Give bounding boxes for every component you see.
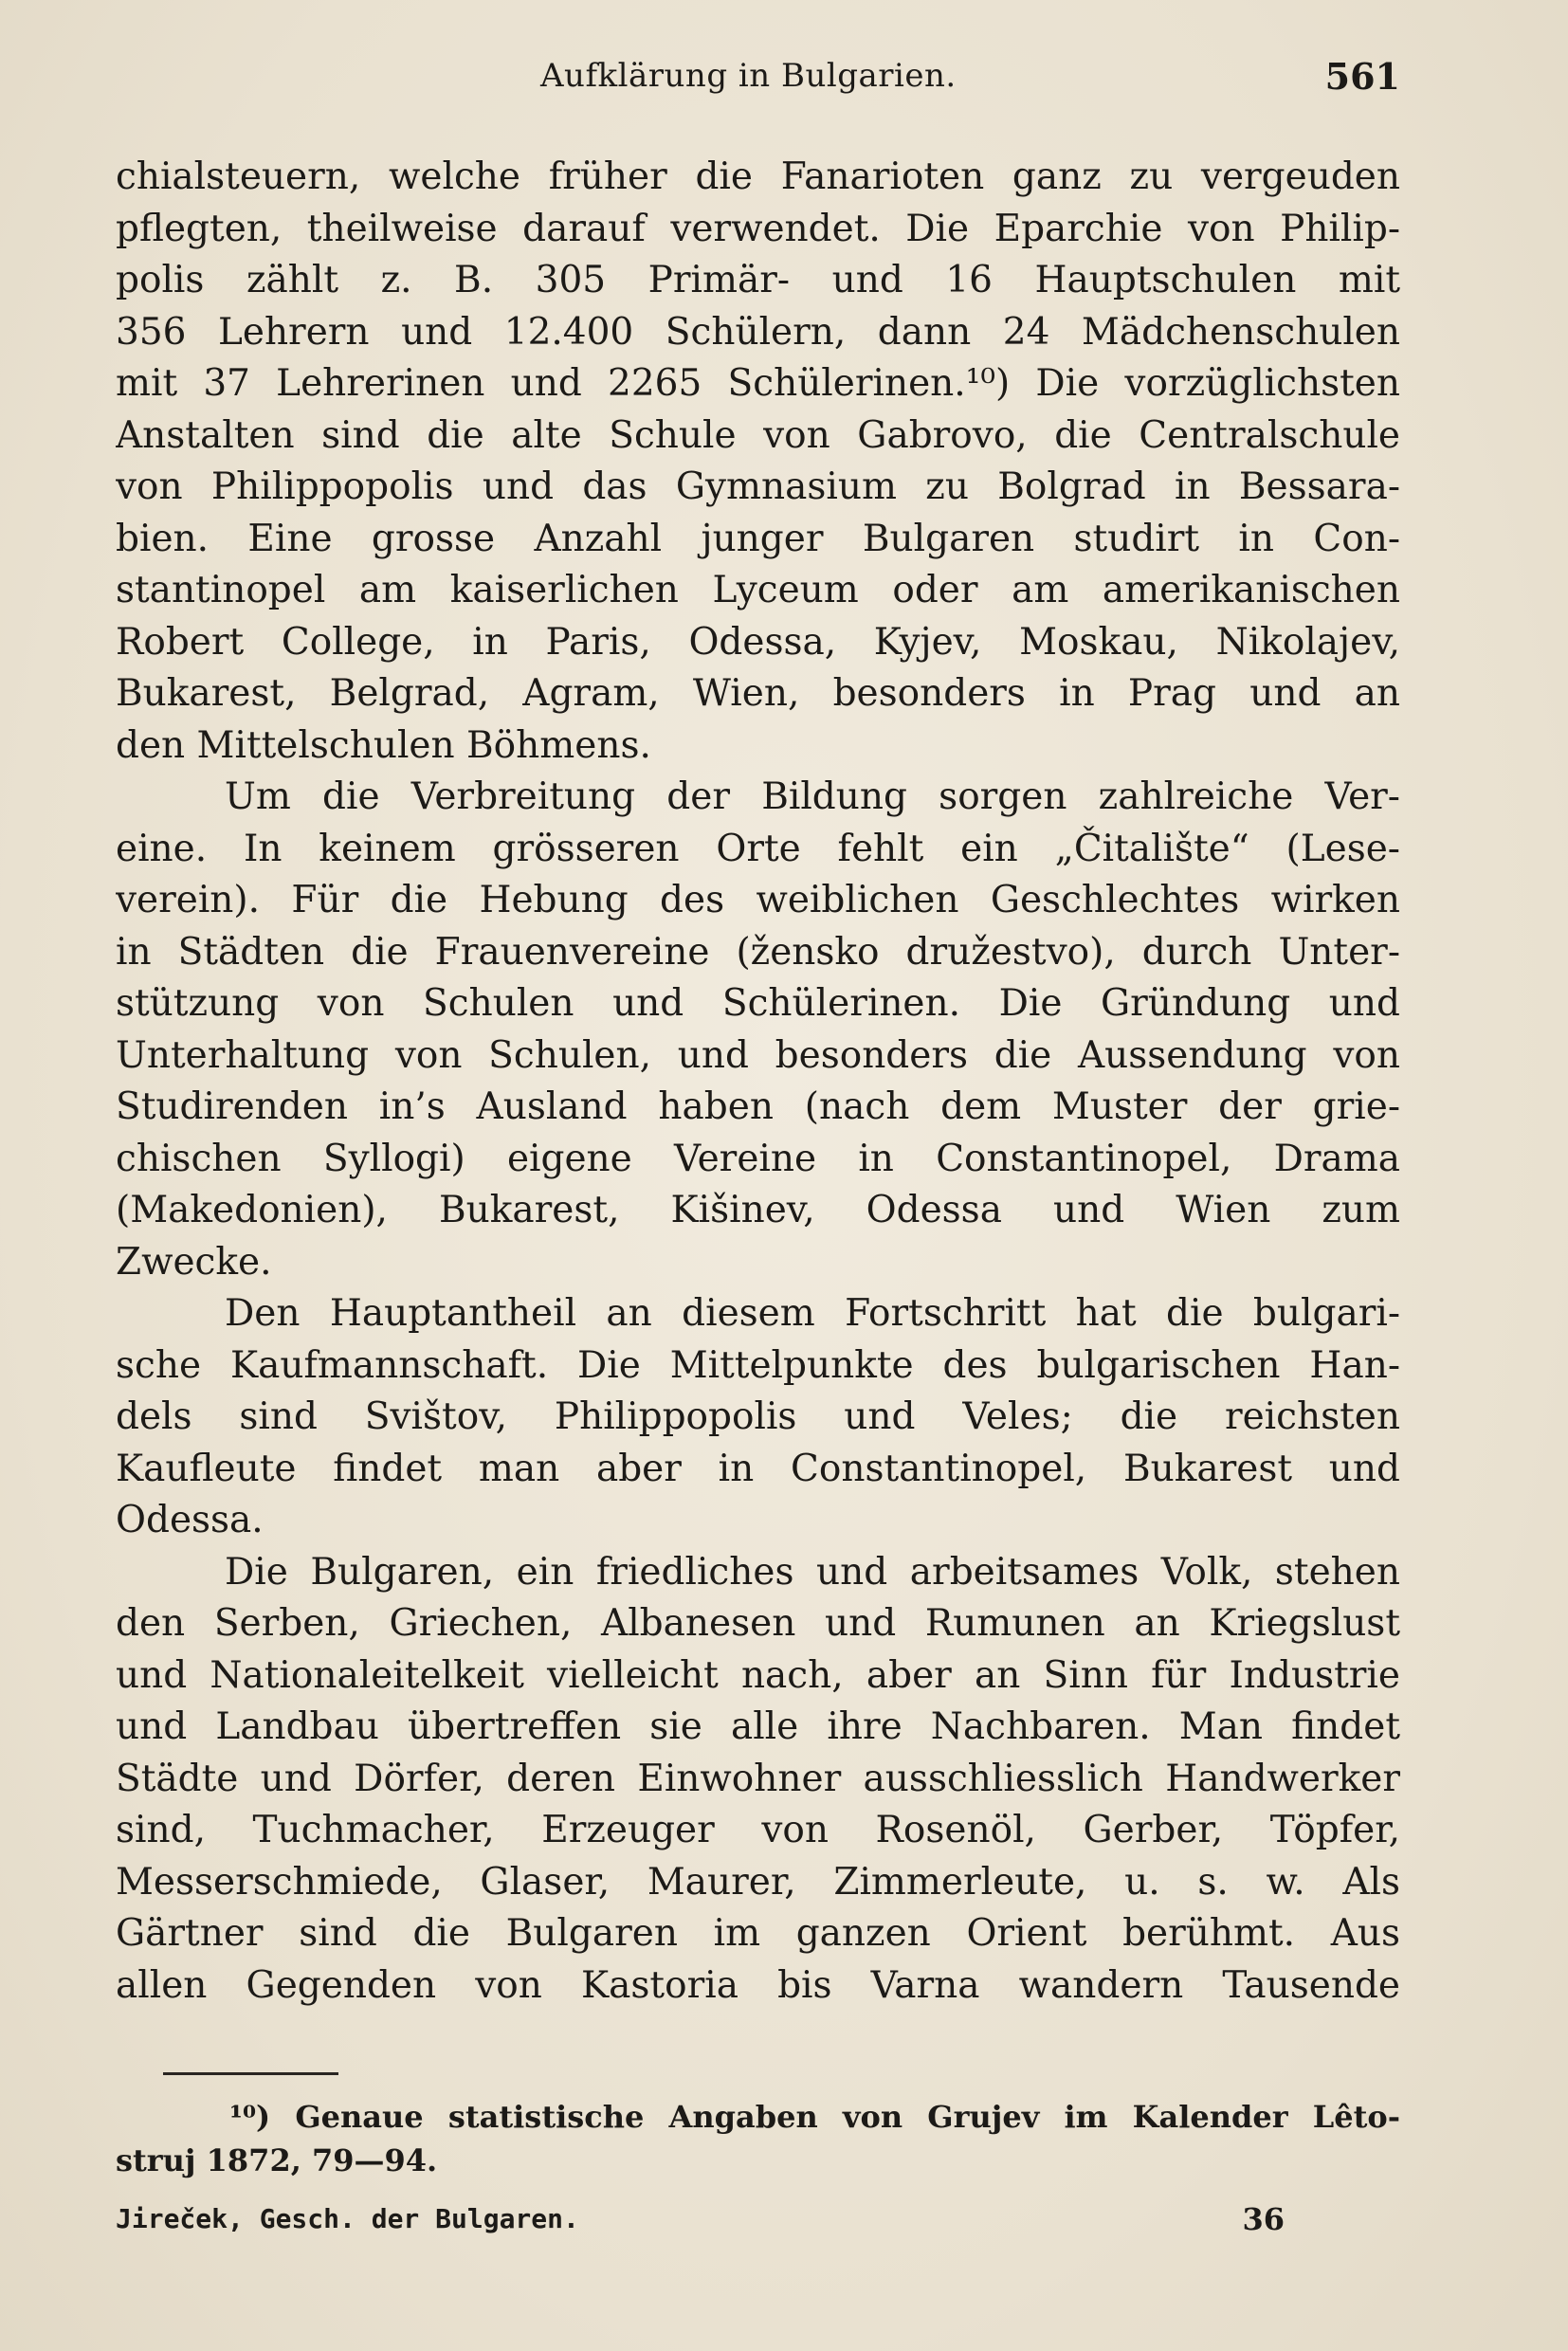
text-line: chischen Syllogi) eigene Vereine in Constantinopel, Drama: [116, 1137, 1400, 1180]
text-line: Städte und Dörfer, deren Einwohner ausschliesslich Handwerker: [116, 1757, 1400, 1800]
text-line: von Philippopolis und das Gymnasium zu Bolgrad in Bessara-: [116, 465, 1400, 508]
text-line: Zwecke.: [116, 1240, 272, 1284]
text-line: den Mittelschulen Böhmens.: [116, 723, 651, 767]
text-line: sche Kaufmannschaft. Die Mittelpunkte des bulgarischen Han-: [116, 1343, 1400, 1387]
page-number: 561: [1324, 55, 1400, 98]
running-title: Aufklärung in Bulgarien.: [540, 57, 957, 95]
body-text: [116, 152, 1400, 2012]
text-line: und Nationaleitelkeit vielleicht nach, aber an Sinn für Industrie: [116, 1653, 1400, 1697]
text-line: Robert College, in Paris, Odessa, Kyjev, Moskau, Nikolajev,: [116, 620, 1400, 664]
text-line: Die Bulgaren, ein friedliches und arbeitsames Volk, stehen: [225, 1550, 1400, 1594]
text-line: Studirenden in’s Ausland haben (nach dem Muster der grie-: [116, 1085, 1400, 1128]
text-line: allen Gegenden von Kastoria bis Varna wandern Tausende: [116, 1963, 1400, 2007]
text-line: polis zählt z. B. 305 Primär- und 16 Hauptschulen mit: [116, 259, 1400, 301]
page-header: [116, 49, 1400, 106]
text-line: bien. Eine grosse Anzahl junger Bulgaren studirt in Con-: [116, 517, 1400, 560]
text-line: Odessa.: [116, 1499, 264, 1541]
text-line: Anstalten sind die alte Schule von Gabrovo, die Centralschule: [116, 413, 1400, 457]
printer-signature: [116, 2197, 1285, 2241]
footnote-rule: [163, 2072, 338, 2075]
text-line: 356 Lehrern und 12.400 Schülern, dann 24 Mädchenschulen: [116, 310, 1400, 354]
text-line: pflegten, theilweise darauf verwendet. Die Eparchie von Philip-: [116, 207, 1400, 250]
text-line: Kaufleute findet man aber in Constantinopel, Bukarest und: [116, 1447, 1400, 1490]
text-line: stützung von Schulen und Schülerinen. Die Gründung und: [116, 982, 1400, 1025]
text-line: chialsteuern, welche früher die Fanarioten ganz zu vergeuden: [116, 155, 1400, 198]
text-line: mit 37 Lehrerinen und 2265 Schülerinen.¹⁰) Die vorzüglichsten: [116, 362, 1400, 405]
text-line: stantinopel am kaiserlichen Lyceum oder am amerikanischen: [116, 569, 1400, 611]
text-line: Messerschmiede, Glaser, Maurer, Zimmerleute, u. s. w. Als: [116, 1860, 1400, 1904]
text-line: eine. In keinem grösseren Orte fehlt ein „Čitalište“ (Lese-: [116, 827, 1400, 870]
text-line: Um die Verbreitung der Bildung sorgen zahlreiche Ver-: [225, 775, 1400, 818]
text-line: sind, Tuchmacher, Erzeuger von Rosenöl, Gerber, Töpfer,: [116, 1809, 1400, 1851]
text-line: (Makedonien), Bukarest, Kišinev, Odessa und Wien zum: [116, 1189, 1400, 1231]
footnotes: [116, 2095, 1400, 2182]
signature-sheet-number: 36: [1242, 2201, 1285, 2237]
signature-author: Jireček, Gesch. der Bulgaren.: [116, 2203, 579, 2234]
text-line: dels sind Svištov, Philippopolis und Veles; die reichsten: [116, 1395, 1400, 1438]
text-line: Den Hauptantheil an diesem Fortschritt hat die bulgari-: [225, 1292, 1400, 1335]
footnote-line: ¹⁰) Genaue statistische Angaben von Grujev im Kalender Lêto-: [229, 2099, 1400, 2135]
text-line: in Städten die Frauenvereine (žensko družestvo), durch Unter-: [116, 930, 1400, 974]
text-line: Unterhaltung von Schulen, und besonders die Aussendung von: [116, 1033, 1400, 1077]
text-line: den Serben, Griechen, Albanesen und Rumunen an Kriegslust: [116, 1602, 1400, 1645]
text-line: Bukarest, Belgrad, Agram, Wien, besonders in Prag und an: [116, 672, 1400, 715]
text-line: und Landbau übertreffen sie alle ihre Nachbaren. Man findet: [116, 1705, 1400, 1748]
footnote-line: struj 1872, 79—94.: [116, 2142, 438, 2178]
text-line: verein). Für die Hebung des weiblichen Geschlechtes wirken: [116, 879, 1400, 921]
text-line: Gärtner sind die Bulgaren im ganzen Orient berühmt. Aus: [116, 1912, 1400, 1955]
